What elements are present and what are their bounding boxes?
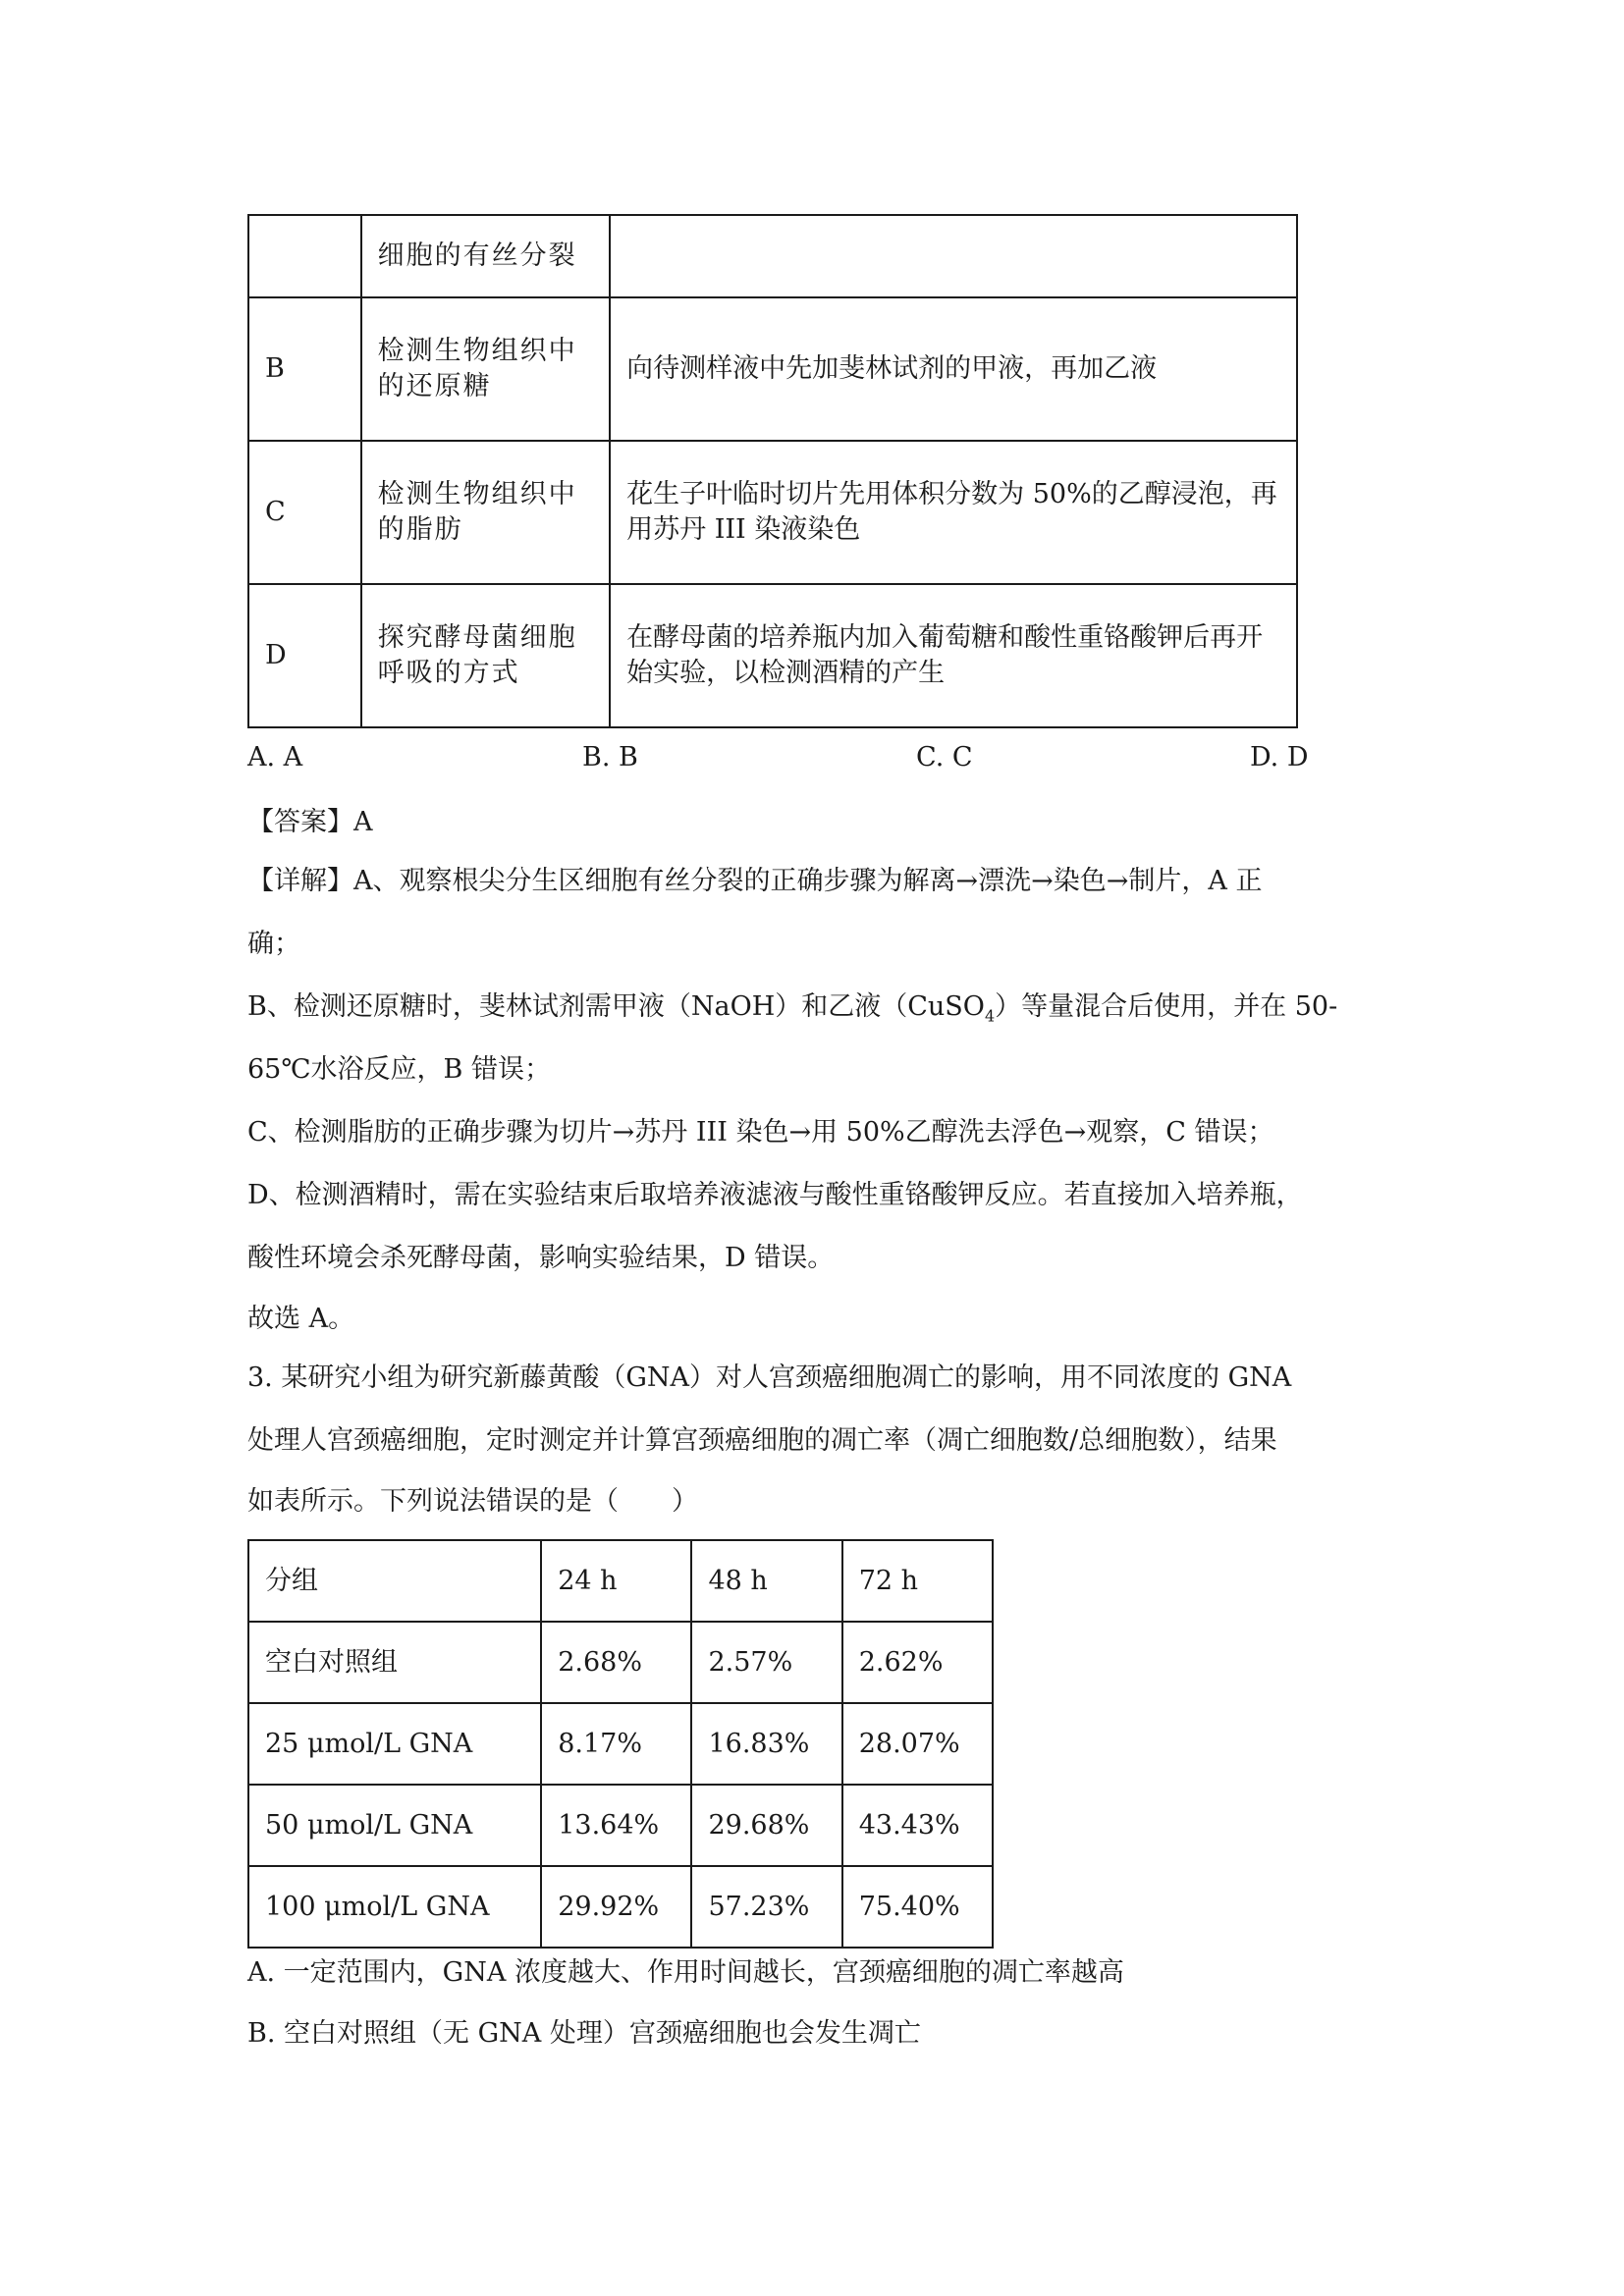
explanation-d-line2: 酸性环境会杀死酵母菌，影响实验结果，D 错误。 xyxy=(247,1243,835,1273)
rate-cell: 43.43% xyxy=(842,1785,993,1866)
header-48h: 48 h xyxy=(691,1540,841,1622)
explanation-d-line1: D、检测酒精时，需在实验结束后取培养液滤液与酸性重铬酸钾反应。若直接加入培养瓶， xyxy=(247,1180,1303,1210)
option-cell: C xyxy=(248,441,361,584)
experiment-table xyxy=(247,214,1298,728)
explanation-b-line2: 65℃水浴反应，B 错误； xyxy=(247,1054,551,1085)
group-cell: 50 μmol/L GNA xyxy=(248,1785,541,1866)
method-cell: 向待测样液中先加斐林试剂的甲液，再加乙液 xyxy=(610,297,1297,441)
table-header-row xyxy=(248,1540,993,1622)
rate-cell: 2.62% xyxy=(842,1622,993,1703)
option-c: C. C xyxy=(916,742,973,773)
question3-line1: 3. 某研究小组为研究新藤黄酸（GNA）对人宫颈癌细胞凋亡的影响，用不同浓度的 GNA xyxy=(247,1362,1292,1393)
rate-cell: 29.68% xyxy=(691,1785,841,1866)
purpose-cell: 检测生物组织中的脂肪 xyxy=(361,441,611,584)
purpose-cell: 检测生物组织中的还原糖 xyxy=(361,297,611,441)
question3-line3: 如表所示。下列说法错误的是（ ） xyxy=(247,1486,698,1517)
group-cell: 空白对照组 xyxy=(248,1622,541,1703)
purpose-cell: 探究酵母菌细胞呼吸的方式 xyxy=(361,584,611,727)
table-row xyxy=(248,1785,993,1866)
subscript: 4 xyxy=(984,1006,996,1026)
conclusion-line: 故选 A。 xyxy=(247,1304,355,1334)
question3-option-b: B. 空白对照组（无 GNA 处理）宫颈癌细胞也会发生凋亡 xyxy=(247,2018,921,2049)
method-cell xyxy=(610,215,1297,297)
method-cell: 在酵母菌的培养瓶内加入葡萄糖和酸性重铬酸钾后再开始实验，以检测酒精的产生 xyxy=(610,584,1297,727)
explanation-b-line1 xyxy=(247,989,1337,1034)
explanation-a-line2: 确； xyxy=(247,929,300,959)
rate-cell: 13.64% xyxy=(541,1785,691,1866)
apoptosis-rate-table xyxy=(247,1539,994,1949)
option-cell: B xyxy=(248,297,361,441)
explanation-b-text-end: ）等量混合后使用，并在 50- xyxy=(995,991,1338,1022)
rate-cell: 8.17% xyxy=(541,1703,691,1785)
table-row xyxy=(248,1866,993,1948)
table-row xyxy=(248,215,1297,297)
explanation-b-text: B、检测还原糖时，斐林试剂需甲液（NaOH）和乙液（CuSO xyxy=(247,991,985,1022)
answer-line: 【答案】A xyxy=(247,807,373,837)
option-cell: D xyxy=(248,584,361,727)
header-24h: 24 h xyxy=(541,1540,691,1622)
table-row xyxy=(248,297,1297,441)
rate-cell: 29.92% xyxy=(541,1866,691,1948)
purpose-cell: 细胞的有丝分裂 xyxy=(361,215,611,297)
question3-line2: 处理人宫颈癌细胞，定时测定并计算宫颈癌细胞的凋亡率（凋亡细胞数/总细胞数），结果 xyxy=(247,1425,1277,1456)
option-cell xyxy=(248,215,361,297)
table-row xyxy=(248,1703,993,1785)
table-row xyxy=(248,1622,993,1703)
rate-cell: 28.07% xyxy=(842,1703,993,1785)
question3-option-a: A. 一定范围内，GNA 浓度越大、作用时间越长，宫颈癌细胞的凋亡率越高 xyxy=(247,1957,1124,1988)
rate-cell: 2.57% xyxy=(691,1622,841,1703)
group-cell: 100 μmol/L GNA xyxy=(248,1866,541,1948)
table-row xyxy=(248,441,1297,584)
header-group: 分组 xyxy=(248,1540,541,1622)
rate-cell: 16.83% xyxy=(691,1703,841,1785)
rate-cell: 57.23% xyxy=(691,1866,841,1948)
table-row xyxy=(248,584,1297,727)
group-cell: 25 μmol/L GNA xyxy=(248,1703,541,1785)
option-d: D. D xyxy=(1250,742,1309,773)
header-72h: 72 h xyxy=(842,1540,993,1622)
option-a: A. A xyxy=(247,742,303,773)
option-b: B. B xyxy=(582,742,638,773)
rate-cell: 2.68% xyxy=(541,1622,691,1703)
method-cell: 花生子叶临时切片先用体积分数为 50%的乙醇浸泡，再用苏丹 III 染液染色 xyxy=(610,441,1297,584)
rate-cell: 75.40% xyxy=(842,1866,993,1948)
explanation-a-line1: 【详解】A、观察根尖分生区细胞有丝分裂的正确步骤为解离→漂洗→染色→制片，A 正 xyxy=(247,866,1263,896)
explanation-c-line: C、检测脂肪的正确步骤为切片→苏丹 III 染色→用 50%乙醇洗去浮色→观察，C 错误； xyxy=(247,1117,1274,1148)
